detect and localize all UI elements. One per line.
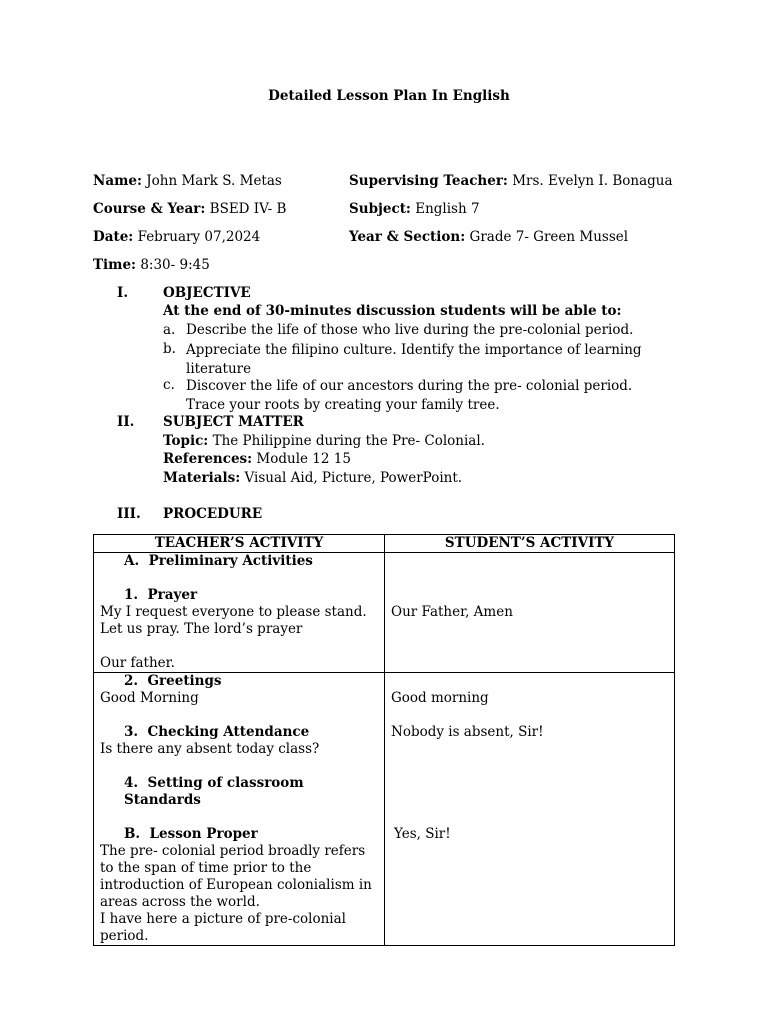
procedure-table (93, 534, 675, 946)
student-line: Good morning (391, 690, 489, 706)
teacher-line: Good Morning (100, 690, 199, 706)
teacher-activity-header: TEACHER’S ACTIVITY (94, 535, 385, 553)
student-activity-header: STUDENT’S ACTIVITY (385, 535, 675, 553)
table-header-row (94, 535, 675, 553)
prayer-heading: 1. Prayer (124, 587, 198, 603)
lesson-proper-heading: B. Lesson Proper (124, 826, 258, 842)
attendance-heading: 3. Checking Attendance (124, 724, 310, 740)
time-field: Time: 8:30- 9:45 (93, 257, 210, 273)
subject-field: Subject: English 7 (349, 201, 480, 217)
objective-intro: At the end of 30-minutes discussion students will be able to: (163, 303, 622, 319)
teacher-paragraph: I have here a picture of pre-colonial period. (100, 911, 346, 944)
objective-number: I. (117, 285, 129, 301)
preliminary-heading: A. Preliminary Activities (124, 553, 313, 569)
course-field: Course & Year: BSED IV- B (93, 201, 287, 217)
document-title: Detailed Lesson Plan In English (268, 88, 510, 104)
subject-matter-number: II. (117, 414, 135, 430)
student-cell (385, 553, 675, 673)
student-line: Yes, Sir! (394, 826, 451, 842)
student-line: Our Father, Amen (391, 604, 513, 620)
table-row (94, 553, 675, 673)
student-cell (385, 673, 675, 946)
objective-item-c: Discover the life of our ancestors during the pre- colonial period. Trace your roots by creating your family tree. (186, 378, 633, 413)
procedure-number: III. (117, 506, 141, 522)
greetings-heading: 2. Greetings (124, 673, 222, 689)
teacher-line: Is there any absent today class? (100, 741, 320, 757)
section-field: Year & Section: Grade 7- Green Mussel (349, 229, 629, 245)
teacher-paragraph: The pre- colonial period broadly refers to the span of time prior to the introduction of European colonialism in areas across the world. (100, 843, 372, 910)
standards-heading: 4. Setting of classroom Standards (124, 775, 304, 808)
objective-item-c-letter: c. (163, 377, 175, 393)
topic-line: Topic: The Philippine during the Pre- Colonial. (163, 433, 485, 449)
teacher-line: Let us pray. The lord’s prayer (100, 621, 303, 637)
teacher-line: My I request everyone to please stand. (100, 604, 367, 620)
table-row (94, 673, 675, 946)
procedure-heading: PROCEDURE (163, 506, 263, 522)
supervisor-field: Supervising Teacher: Mrs. Evelyn I. Bonagua (349, 173, 673, 189)
subject-matter-heading: SUBJECT MATTER (163, 414, 304, 430)
objective-item-b: Appreciate the filipino culture. Identify the importance of learning literature (186, 342, 642, 377)
objective-heading: OBJECTIVE (163, 285, 251, 301)
objective-item-a-letter: a. (163, 322, 176, 338)
teacher-line: Our father. (100, 655, 175, 671)
date-field: Date: February 07,2024 (93, 229, 261, 245)
materials-line: Materials: Visual Aid, Picture, PowerPoint. (163, 470, 463, 486)
teacher-cell (94, 553, 385, 673)
student-line: Nobody is absent, Sir! (391, 724, 544, 740)
objective-item-a: Describe the life of those who live during the pre-colonial period. (186, 322, 634, 338)
references-line: References: Module 12 15 (163, 451, 351, 467)
name-field: Name: John Mark S. Metas (93, 173, 282, 189)
teacher-cell (94, 673, 385, 946)
objective-item-b-letter: b. (163, 341, 176, 357)
